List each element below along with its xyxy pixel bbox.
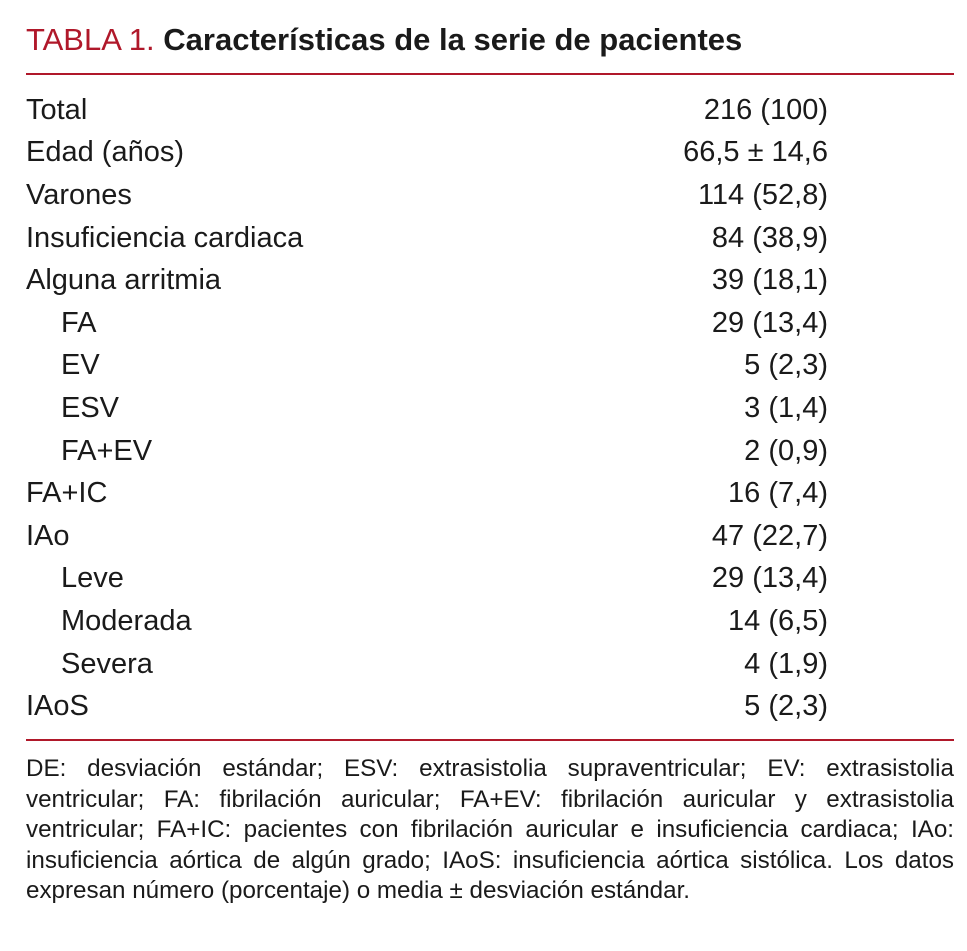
table-row bbox=[26, 345, 954, 388]
row-value: 16 (7,4) bbox=[728, 477, 828, 510]
row-value: 29 (13,4) bbox=[711, 306, 828, 339]
row-label: EV bbox=[61, 349, 100, 382]
table-row bbox=[26, 132, 954, 175]
row-label: FA+EV bbox=[61, 434, 153, 467]
row-label: Moderada bbox=[61, 604, 192, 637]
row-label: ESV bbox=[61, 391, 120, 424]
table-title bbox=[26, 22, 742, 58]
row-value: 3 (1,4) bbox=[744, 391, 828, 424]
row-label: IAoS bbox=[26, 690, 89, 723]
row-label: IAo bbox=[26, 519, 70, 552]
row-value: 2 (0,9) bbox=[744, 434, 828, 467]
table-row bbox=[26, 430, 954, 473]
row-value: 84 (38,9) bbox=[711, 221, 828, 254]
top-rule bbox=[26, 73, 954, 75]
row-label: FA+IC bbox=[26, 477, 108, 510]
table-row bbox=[26, 600, 954, 643]
row-value: 5 (2,3) bbox=[744, 690, 828, 723]
row-value: 39 (18,1) bbox=[711, 264, 828, 297]
bottom-rule bbox=[26, 739, 954, 741]
row-value: 114 (52,8) bbox=[697, 178, 828, 211]
row-value: 5 (2,3) bbox=[744, 349, 828, 382]
table-row bbox=[26, 174, 954, 217]
row-label: Alguna arritmia bbox=[26, 264, 222, 297]
table-row bbox=[26, 387, 954, 430]
table-row bbox=[26, 643, 954, 686]
row-label: Severa bbox=[61, 647, 153, 680]
table-row bbox=[26, 515, 954, 558]
table-row bbox=[26, 685, 954, 728]
row-value: 66,5 ± 14,6 bbox=[683, 136, 828, 169]
table-caption: Características de la serie de pacientes bbox=[163, 22, 743, 57]
row-label: Total bbox=[26, 93, 88, 126]
table-body bbox=[26, 89, 954, 728]
row-label: Varones bbox=[26, 178, 132, 211]
row-value: 47 (22,7) bbox=[711, 519, 828, 552]
row-value: 14 (6,5) bbox=[728, 604, 828, 637]
table-row bbox=[26, 89, 954, 132]
table-footnote: DE: desviación estándar; ESV: extrasistolia supraventricular; EV: extrasistolia ventricular; FA: fibrilación auricular; FA+EV: fibrilación auricular y extrasistolia ventricular; FA+IC: pacientes con fibrilación auricular e insuficiencia cardiaca; IAo: insuficiencia aórtica de algún grado; IAoS: insuficiencia aórtica sistólica. Los datos expresan número (porcentaje) o media ± desviación estándar. bbox=[26, 755, 954, 904]
row-value: 4 (1,9) bbox=[744, 647, 828, 680]
row-label: Leve bbox=[61, 562, 124, 595]
table-row bbox=[26, 302, 954, 345]
table-row bbox=[26, 259, 954, 302]
row-value: 216 (100) bbox=[703, 93, 828, 126]
table-label: TABLA 1. bbox=[26, 22, 155, 57]
table-row bbox=[26, 472, 954, 515]
table-row bbox=[26, 558, 954, 601]
row-label: Insuficiencia cardiaca bbox=[26, 221, 304, 254]
row-label: Edad (años) bbox=[26, 136, 184, 169]
row-value: 29 (13,4) bbox=[711, 562, 828, 595]
table-row bbox=[26, 217, 954, 260]
row-label: FA bbox=[61, 306, 97, 339]
